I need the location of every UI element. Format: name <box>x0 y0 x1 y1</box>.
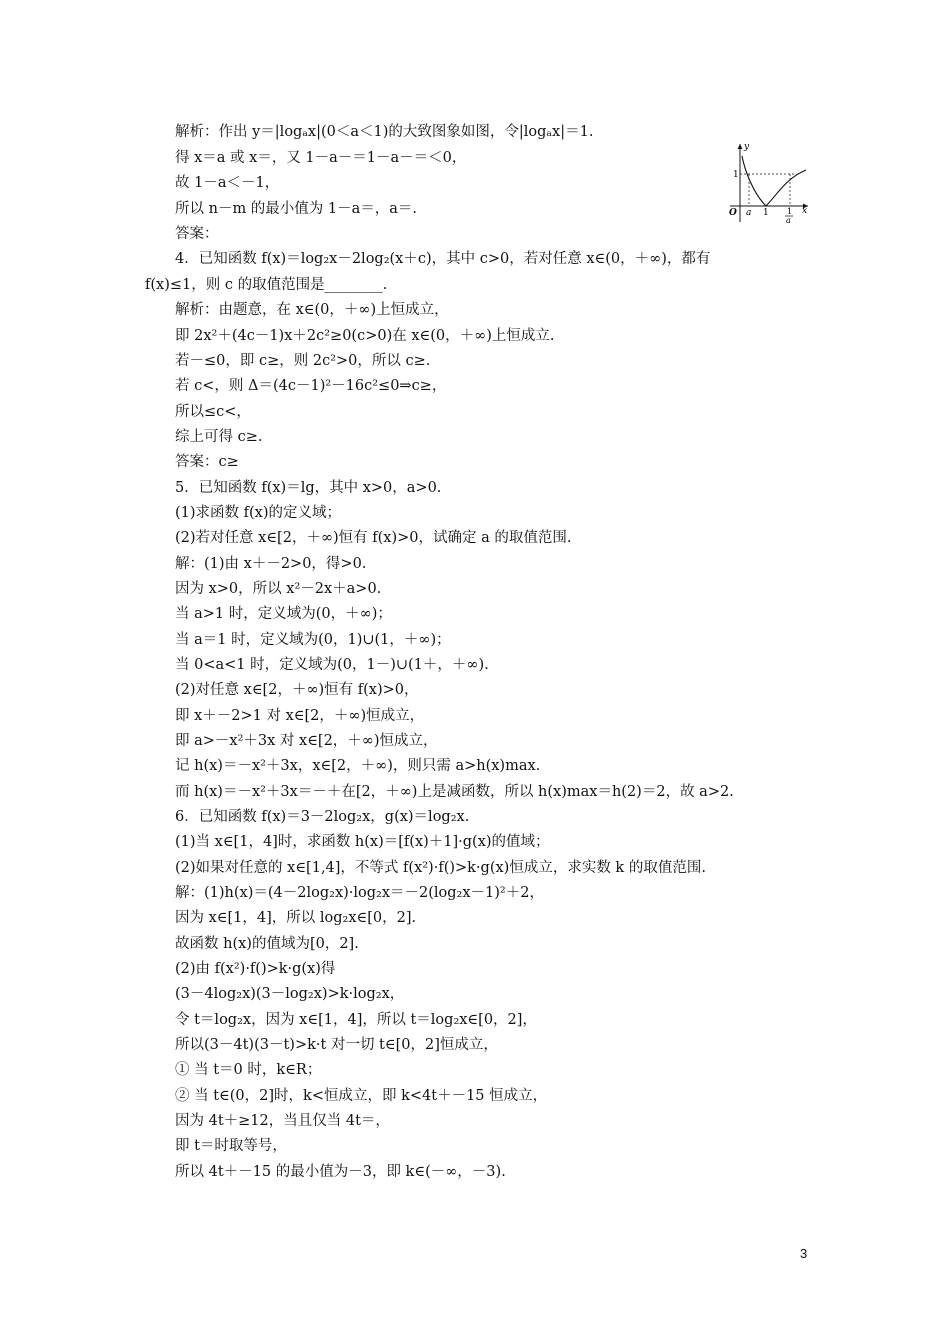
page-number: 3 <box>800 1246 808 1261</box>
text-line: 综上可得 c≥. <box>175 429 263 445</box>
text-line: 6．已知函数 f(x)＝3－2log₂x，g(x)＝log₂x. <box>175 809 470 825</box>
text-line: 解：(1)h(x)＝(4－2log₂x)·log₂x＝－2(log₂x－1)²＋2， <box>175 885 544 901</box>
text-line: (1)当 x∈[1，4]时，求函数 h(x)＝[f(x)＋1]·g(x)的值域； <box>175 834 550 850</box>
text-line: 得 x＝a 或 x＝，又 1－a－＝1－a－＝＜0， <box>175 150 467 166</box>
text-line: 令 t＝log₂x，因为 x∈[1，4]，所以 t＝log₂x∈[0，2]， <box>175 1012 537 1028</box>
label-1-y: 1 <box>733 170 739 180</box>
text-line: 所以≤c<， <box>175 404 251 420</box>
text-line: 记 h(x)＝－x²＋3x，x∈[2，＋∞)，则只需 a>h(x)max. <box>175 758 541 774</box>
text-line: 5．已知函数 f(x)＝lg，其中 x>0，a>0. <box>175 480 442 496</box>
log-abs-graph <box>726 138 812 224</box>
text-line: (2)由 f(x²)·f()>k·g(x)得 <box>175 961 336 977</box>
text-line: 若 c<，则 Δ＝(4c－1)²－16c²≤0⇒c≥， <box>175 378 447 394</box>
text-line: 故函数 h(x)的值域为[0，2]. <box>175 936 359 952</box>
text-line: ② 当 t∈(0，2]时，k<恒成立，即 k<4t＋－15 恒成立， <box>175 1088 548 1104</box>
text-line: (1)求函数 f(x)的定义域； <box>175 505 342 521</box>
text-line: 故 1－a＜－1， <box>175 175 280 191</box>
text-line: (2)对任意 x∈[2，＋∞)恒有 f(x)>0， <box>175 682 419 698</box>
text-line: 即 2x²＋(4c－1)x＋2c²≥0(c>0)在 x∈(0，＋∞)上恒成立. <box>175 328 555 344</box>
text-line: 所以(3－4t)(3－t)>k·t 对一切 t∈[0，2]恒成立， <box>175 1037 498 1053</box>
label-y: y <box>744 142 750 152</box>
text-line: 4．已知函数 f(x)＝log₂x－2log₂(x＋c)，其中 c>0，若对任意 x∈(0，＋∞)，都有 <box>175 251 711 267</box>
label-inv-a-den: a <box>786 216 791 224</box>
text-line: ① 当 t＝0 时，k∈R； <box>175 1062 322 1078</box>
label-a: a <box>746 208 752 218</box>
text-line: 因为 4t＋≥12，当且仅当 4t＝， <box>175 1113 390 1129</box>
text-line: (2)若对任意 x∈[2，＋∞)恒有 f(x)>0，试确定 a 的取值范围. <box>175 530 572 546</box>
label-x: x <box>802 206 808 216</box>
y-axis-arrow <box>738 144 743 149</box>
label-1-x: 1 <box>763 208 769 218</box>
curve <box>742 156 806 206</box>
text-line: (3－4log₂x)(3－log₂x)>k·log₂x， <box>175 986 405 1002</box>
text-line: 而 h(x)＝－x²＋3x＝－＋在[2，＋∞)上是减函数，所以 h(x)max＝h(2)＝2，故 a>2. <box>175 784 734 800</box>
text-line: 即 x＋－2>1 对 x∈[2，＋∞)恒成立， <box>175 708 425 724</box>
text-line: 即 t＝时取等号， <box>175 1138 287 1154</box>
text-line: 即 a>－x²＋3x 对 x∈[2，＋∞)恒成立， <box>175 733 438 749</box>
text-line: 当 a>1 时，定义域为(0，＋∞)； <box>175 606 392 622</box>
label-inv-a-num: 1 <box>787 207 793 216</box>
text-line: 当 0<a<1 时，定义域为(0，1－)∪(1＋，＋∞). <box>175 657 489 673</box>
text-line: 所以 4t＋－15 的最小值为－3，即 k∈(－∞，－3). <box>175 1164 506 1180</box>
text-line: 解：(1)由 x＋－2>0，得>0. <box>175 556 367 572</box>
text-line: 所以 n－m 的最小值为 1－a＝，a＝. <box>175 201 418 217</box>
text-line: (2)如果对任意的 x∈[1,4]，不等式 f(x²)·f()>k·g(x)恒成立，求实数 k 的取值范围. <box>175 860 706 876</box>
text-line: 解析：作出 y＝|logₐx|(0＜a＜1)的大致图象如图，令|logₐx|＝1. <box>175 124 594 140</box>
text-line: 若－≤0，即 c≥，则 2c²>0，所以 c≥. <box>175 353 431 369</box>
text-line: 答案： <box>175 226 219 242</box>
text-line: 答案：c≥ <box>175 454 239 470</box>
text-line: 因为 x>0，所以 x²－2x＋a>0. <box>175 581 382 597</box>
text-line: 当 a＝1 时，定义域为(0，1)∪(1，＋∞)； <box>175 632 451 648</box>
text-line: 解析：由题意，在 x∈(0，＋∞)上恒成立， <box>175 302 449 318</box>
text-line: f(x)≤1，则 c 的取值范围是________. <box>145 277 388 293</box>
text-line: 因为 x∈[1，4]，所以 log₂x∈[0，2]. <box>175 910 417 926</box>
label-origin: O <box>729 208 737 218</box>
